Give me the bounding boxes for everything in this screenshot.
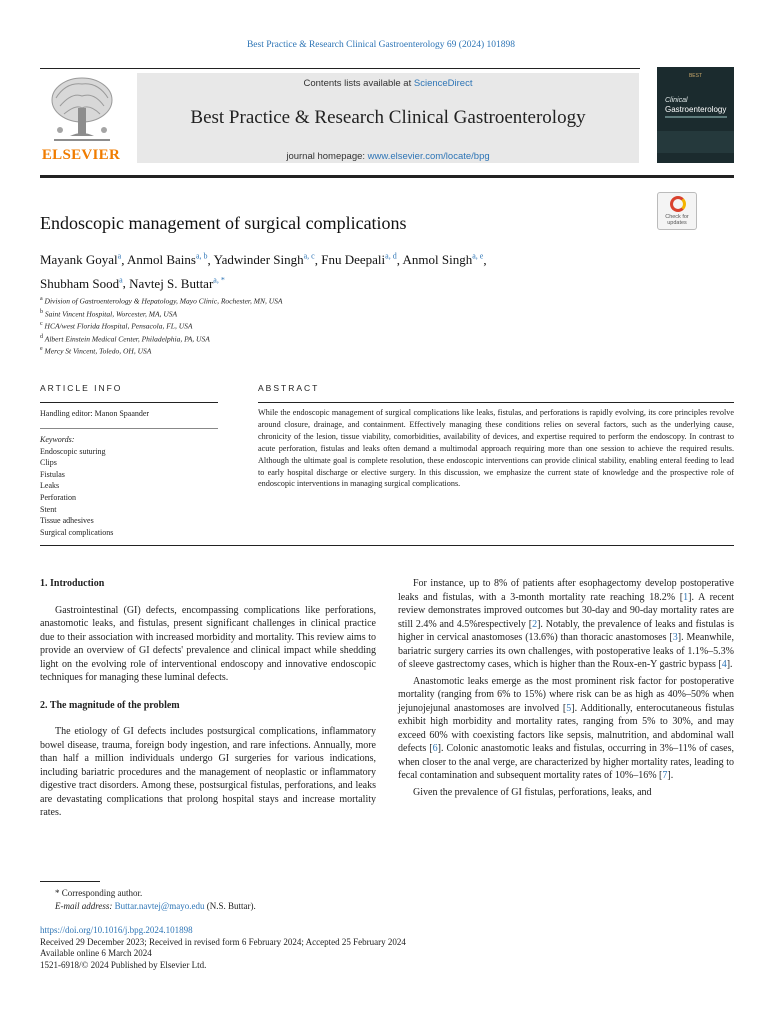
publication-info [40, 925, 640, 971]
paragraph: Given the prevalence of GI fistulas, perforations, leaks, and [413, 786, 652, 798]
contents-prefix: Contents lists available at [303, 78, 414, 89]
author[interactable]: Anmol Singh$^{a, e}$ [402, 252, 484, 268]
cover-series-label: BEST [688, 73, 703, 79]
section-heading-magnitude: 2. The magnitude of the problem [40, 699, 180, 711]
homepage-prefix: journal homepage: [286, 151, 368, 162]
affiliation: $^d$ Albert Einstein Medical Center, Philadelphia, PA, USA [40, 333, 210, 343]
keywords-label: Keywords: [40, 435, 75, 444]
elsevier-logo[interactable] [40, 72, 122, 166]
keywords-block [40, 434, 113, 538]
abstract-bottom-rule [40, 545, 734, 546]
citation-link[interactable]: 4 [721, 659, 727, 670]
received-dates: Received 29 December 2023; Received in revised form 6 February 2024; Accepted 25 February 2024 [40, 936, 406, 947]
email-suffix: (N.S. Buttar). [204, 901, 256, 911]
check-for-updates-button[interactable] [657, 192, 697, 230]
author-list: Mayank Goyal$^a$, Anmol Bains$^{a, b}$, Yadwinder Singh$^{a, c}$, Fnu Deepali$^{a, d}$, Anmol Singh$^{a, e}$, Shubham Sood$^a$, Navtej S. Buttar$^{a, *}$ [40, 252, 487, 291]
keyword[interactable]: Stent [40, 504, 57, 514]
cover-stripe [657, 131, 734, 153]
cover-clinical-label: Clinical [665, 97, 688, 104]
affiliation: $^a$ Division of Gastroenterology & Hepatology, Mayo Clinic, Rochester, MN, USA [40, 296, 283, 306]
paragraph: The etiology of GI defects includes postsurgical complications, inflammatory bowel disease, trauma, foreign body ingestion, and rare infections. Annually, more than half a million individuals undergo GI surgeries for various indications, including bariatric procedures and the management of neoplastic or inflammatory digestive tract disorders. Among these, postsurgical fistulas, perforations, and leaks are devastating complications that prolong hospital stays and increase mortality rates. [40, 726, 376, 818]
journal-homepage-link[interactable]: www.elsevier.com/locate/bpg [367, 151, 490, 162]
keyword[interactable]: Endoscopic suturing [40, 446, 106, 456]
keyword[interactable]: Leaks [40, 481, 60, 491]
citation-link[interactable]: 7 [662, 770, 668, 781]
citation-link[interactable]: 6 [432, 743, 438, 754]
keyword[interactable]: Perforation [40, 492, 76, 502]
keywords-rule [40, 428, 218, 429]
journal-reference[interactable]: Best Practice & Research Clinical Gastroenterology 69 (2024) 101898 [246, 40, 516, 50]
citation-link[interactable]: 5 [566, 702, 572, 714]
check-updates-line1: Check for [665, 214, 689, 220]
handling-editor: Handling editor: Manon Spaander [40, 409, 150, 418]
journal-title: Best Practice & Research Clinical Gastroenterology [190, 107, 586, 128]
author[interactable]: Fnu Deepali$^{a, d}$ [321, 252, 397, 268]
citation-link[interactable]: 2 [532, 618, 538, 630]
footnote-rule [40, 881, 100, 882]
cover-title: Gastroenterology [665, 105, 727, 114]
sciencedirect-link[interactable]: ScienceDirect [413, 78, 473, 89]
issn-copyright: 1521-6918/© 2024 Published by Elsevier Ltd. [40, 959, 207, 970]
keyword[interactable]: Fistulas [40, 469, 65, 479]
abstract-text: While the endoscopic management of surgical complications like leaks, fistulas, and perforations is rapidly evolving, its core principles revolve around closure, drainage, and containment. Effectively managing these conditions relies on several factors, such as the underlying cause, chronicity of the lesion, tissue viability, comorbidities, availability of devices, and expertise required to perform the endoscopy. In contrast to acute perforation, fistulas and leaks often demand a multimodal approach requiring more than one session to achieve the required results. Although the ultimate goal is complete resolution, these endoscopic interventions can provide clinical stability, enabling enteral feeding to lead to early hospital discharge or elective surgery. In this discussion, we emphasize the current state of knowledge and the prospective role of endoscopic interventions in managing surgical complications. [258, 408, 734, 489]
author[interactable]: Yadwinder Singh$^{a, c}$ [213, 252, 315, 268]
author[interactable]: Mayank Goyal$^a$ [40, 252, 122, 268]
article-info-rule [40, 402, 218, 403]
article-info-heading: ARTICLE INFO [40, 383, 123, 393]
abstract-heading: ABSTRACT [258, 383, 320, 393]
corresponding-author-footnote [40, 887, 440, 913]
affiliation: $^b$ Saint Vincent Hospital, Worcester, MA, USA [40, 308, 178, 318]
article-title: Endoscopic management of surgical complications [40, 213, 407, 233]
elsevier-wordmark: ELSEVIER [41, 147, 121, 163]
journal-cover-thumbnail[interactable] [657, 67, 734, 163]
section-heading-introduction: 1. Introduction [40, 578, 105, 589]
paragraph: For instance, up to 8% of patients after esophagectomy develop postoperative leaks and fistulas, with a 3-month mortality rate reaching 18.2% [1]. A recent review demonstrates improved outcomes but 30-day and 90-day mortality rates are still 2.4% and 4.5%respectively [2]. Notably, the prevalence of leaks and fistulas is higher in cervical anastomoses (13.6%) than thoracic anastomoses [3]. Meanwhile, bariatric surgery carries its own challenges, with postoperative leaks of 1.1%–5.3% of sleeve gastrectomy cases, which is higher than the Roux-en-Y gastric bypass [4]. [398, 578, 734, 670]
keyword[interactable]: Surgical complications [40, 527, 114, 537]
email-label: E-mail address: [55, 901, 115, 911]
author[interactable]: Shubham Sood$^a$ [40, 275, 123, 291]
affiliation: $^c$ HCA/west Florida Hospital, Pensacola, FL, USA [40, 321, 193, 331]
author[interactable]: Anmol Bains$^{a, b}$ [126, 252, 208, 268]
check-updates-label [658, 214, 696, 226]
paragraph: Anastomotic leaks emerge as the most prominent risk factor for postoperative mortality (ranging from 6% to 15%) where risk can be as high as 40%–50% when jejunojejunal anastomoses are involved [5]. Additionally, enterocutaneous fistulas exhibit high morbidity and mortality rates, ranging from 5% to 30%, and may exceed 60% with coexisting factors like sepsis, malnutrition, and abdominal wall defects [6]. Colonic anastomotic leaks and fistulas, occurring in 3%–11% of cases, when closer to the anal verge, are characterized by higher mortality rates, leading to fecal contamination and subsequent mortality rates of 10%–16% [7]. [398, 675, 734, 781]
abstract-rule [258, 402, 734, 403]
author[interactable]: Navtej S. Buttar$^{a, *}$ [129, 275, 225, 291]
header-bottom-rule [40, 175, 734, 178]
check-updates-icon [670, 196, 686, 212]
right-column [398, 577, 734, 802]
paragraph: Gastrointestinal (GI) defects, encompassing complications like perforations, anastomotic leaks, and fistulas, present significant challenges in clinical practice due to their association with increased morbidity and mortality. This review aims to provide an overview of GI defects' prevalence and clinical impact while shedding light on the evolving role of interventional endoscopy and innovative endoscopic techniques for managing these luminal defects. [40, 604, 376, 683]
left-column [40, 577, 376, 823]
available-online-date: Available online 6 March 2024 [40, 948, 152, 958]
corresponding-author-label: * Corresponding author. [55, 888, 143, 898]
doi-link[interactable]: https://doi.org/10.1016/j.bpg.2024.101898 [40, 925, 193, 935]
email-line [40, 900, 440, 913]
check-updates-line2: updates [667, 220, 687, 226]
citation-link[interactable]: 3 [672, 632, 678, 643]
journal-homepage-line [137, 151, 639, 162]
contents-available-line [137, 78, 639, 89]
affiliation-list [40, 294, 640, 357]
keyword[interactable]: Tissue adhesives [40, 516, 94, 526]
affiliation: $^e$ Mercy St Vincent, Toledo, OH, USA [40, 346, 152, 356]
header-top-rule [40, 68, 640, 69]
cover-divider [665, 116, 727, 118]
citation-link[interactable]: 1 [683, 591, 689, 603]
elsevier-tree-icon [46, 74, 118, 144]
keyword[interactable]: Clips [40, 458, 57, 468]
journal-header-panel [137, 73, 639, 163]
email-link[interactable]: Buttar.navtej@mayo.edu [114, 901, 205, 911]
